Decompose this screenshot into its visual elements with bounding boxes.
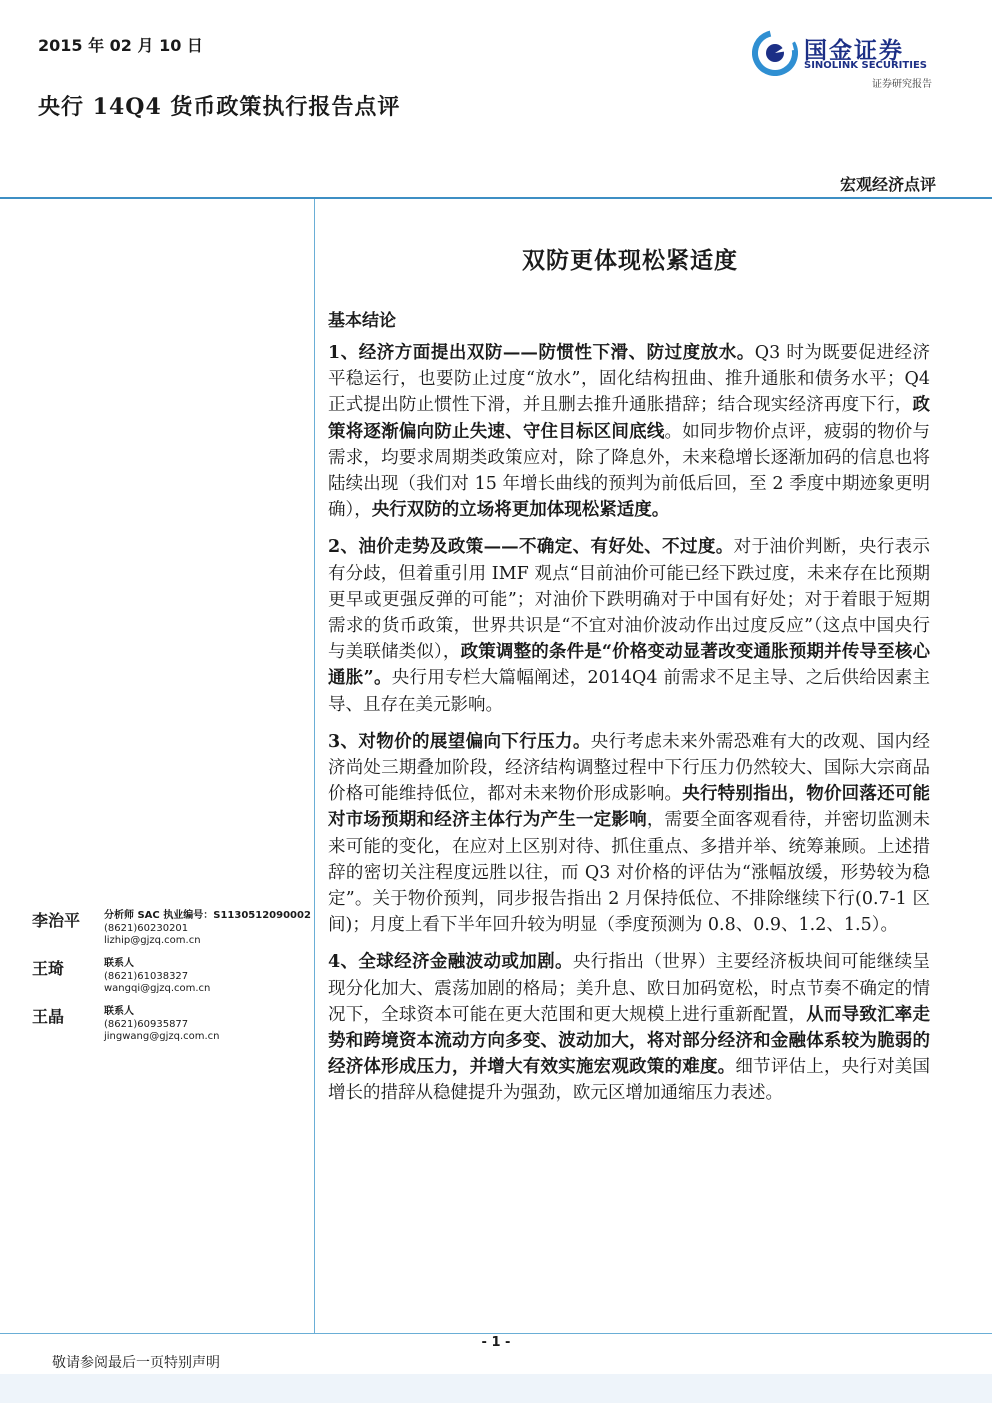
report-date: 2015 年 02 月 10 日 [38, 36, 203, 55]
analyst-role: 联系人 [104, 958, 134, 969]
report-body [328, 340, 930, 1118]
emphasis-text: 3、对物价的展望偏向下行压力。 [328, 731, 591, 752]
analyst-phone: (8621)60935877 [104, 1018, 189, 1030]
emphasis-text: 央行双防的立场将更加体现松紧适度。 [371, 500, 670, 521]
disclaimer-note: 敬请参阅最后一页特别声明 [52, 1355, 220, 1371]
report-category: 宏观经济点评 [839, 175, 936, 194]
footer-divider [0, 1333, 992, 1334]
page-number: - 1 - [481, 1335, 511, 1350]
body-text: 央行考虑未来外需恐难有大的改观、国内经济尚处三期叠加阶段，经济结构调整过程中下行压力仍然较大、国际大宗商品价格可能维持低位，都对未来物价形成影响。 [328, 731, 930, 805]
emphasis-text: 央行特别指出，物价回落还可能对市场预期和经济主体行为产生一定影响 [328, 784, 931, 831]
analyst-list [32, 908, 312, 1052]
logo-name-cn: 国金证券 [804, 38, 904, 64]
analyst-info [104, 1006, 220, 1044]
body-text: 央行用专栏大篇幅阐述，2014Q4 前需求不足主导、之后供给因素主导、且存在美元影响。 [328, 668, 930, 715]
header-divider [0, 197, 992, 199]
analyst-phone: (8621)60230201 [104, 922, 189, 934]
analyst-name: 王琦 [32, 959, 65, 978]
logo-name-en: SINOLINK SECURITIES [804, 60, 927, 71]
conclusion-paragraph [328, 729, 930, 939]
body-text: Q3 时为既要促进经济平稳运行，也要防止过度“放水”，固化结构扭曲、推升通胀和债务水平；Q4 正式提出防止惯性下滑，并且删去推升通胀措辞；结合现实经济再度下行， [328, 343, 930, 416]
emphasis-text: 2、油价走势及政策——不确定、有好处、不过度。 [328, 537, 734, 558]
body-text: 。如同步物价点评，疲弱的物价与需求，均要求周期类政策应对，除了降息外，未来稳增长逐渐加码的信息也将陆续出现（我们对 15 年增长曲线的预判为前低后回，至 2 季度中期迹象更明确）， [328, 421, 930, 521]
emphasis-text: 1、经济方面提出双防——防惯性下滑、防过度放水。 [328, 343, 755, 363]
emphasis-text: 4、全球经济金融波动或加剧。 [328, 952, 573, 973]
column-divider [314, 199, 315, 1334]
conclusion-paragraph [328, 534, 930, 717]
analyst-role: 联系人 [104, 1006, 134, 1017]
logo-subtitle: 证券研究报告 [872, 79, 932, 90]
analyst-role: 分析师 SAC 执业编号：S1130512090002 [104, 910, 311, 921]
emphasis-text: 政策调整的条件是“价格变动显著改变通胀预期并传导至核心通胀”。 [328, 642, 930, 689]
analyst-email[interactable]: jingwang@gjzq.com.cn [104, 1031, 220, 1042]
body-text: 细节评估上，央行对美国增长的措辞从稳健提升为强劲，欧元区增加通缩压力表述。 [328, 1057, 931, 1104]
footer-bar [0, 1374, 992, 1403]
analyst-card [32, 1004, 312, 1052]
conclusion-paragraph [328, 340, 930, 523]
section-label: 基本结论 [328, 311, 396, 331]
analyst-info [104, 958, 210, 996]
emphasis-text: 政策将逐渐偏向防止失速、守住目标区间底线 [328, 395, 930, 442]
analyst-phone: (8621)61038327 [104, 970, 189, 982]
report-headline: 双防更体现松紧适度 [522, 247, 738, 274]
body-text: 对于油价判断，央行表示有分歧，但着重引用 IMF 观点“目前油价可能已经下跌过度，未来存在比预期更早或更强反弹的可能”；对油价下跌明确对于中国有好处；对于着眼于短期需求的货币政策，世界共识是“不宜对油价波动作出过度反应”（这点中国央行与美联储类似）， [328, 537, 930, 663]
company-logo [752, 30, 952, 94]
conclusion-paragraph [328, 949, 930, 1106]
body-text: ，需要全面客观看待，并密切监测未来可能的变化，在应对上区别对待、抓住重点、多措并举、统筹兼顾。上述措辞的密切关注程度远胜以往，而 Q3 对价格的评估为“涨幅放缓，形势较为稳定”。关于物价预判，同步报告指出 2 月保持低位、不排除继续下行(0.7-1 区间)；月度上看下半年回升较为明显（季度预测为 0.8、0.9、1.2、1.5）。 [328, 810, 931, 936]
analyst-name: 王晶 [32, 1007, 65, 1026]
emphasis-text: 从而导致汇率走势和跨境资本流动方向多变、波动加大，将对部分经济和金融体系较为脆弱的经济体形成压力，并增大有效实施宏观政策的难度。 [328, 1004, 931, 1078]
analyst-email[interactable]: lizhip@gjzq.com.cn [104, 935, 201, 946]
analyst-email[interactable]: wangqi@gjzq.com.cn [104, 983, 211, 994]
analyst-name: 李治平 [32, 911, 81, 930]
document-title: 央行 14Q4 货币政策执行报告点评 [38, 94, 401, 120]
analyst-card [32, 956, 312, 1004]
sinolink-logo-icon [752, 30, 798, 76]
analyst-info [104, 910, 311, 948]
body-text: 央行指出（世界）主要经济板块间可能继续呈现分化加大、震荡加剧的格局；美升息、欧日加码宽松，时点节奏不确定的情况下，全球资本可能在更大范围和更大规模上进行重新配置， [328, 952, 930, 1025]
analyst-card [32, 908, 312, 956]
